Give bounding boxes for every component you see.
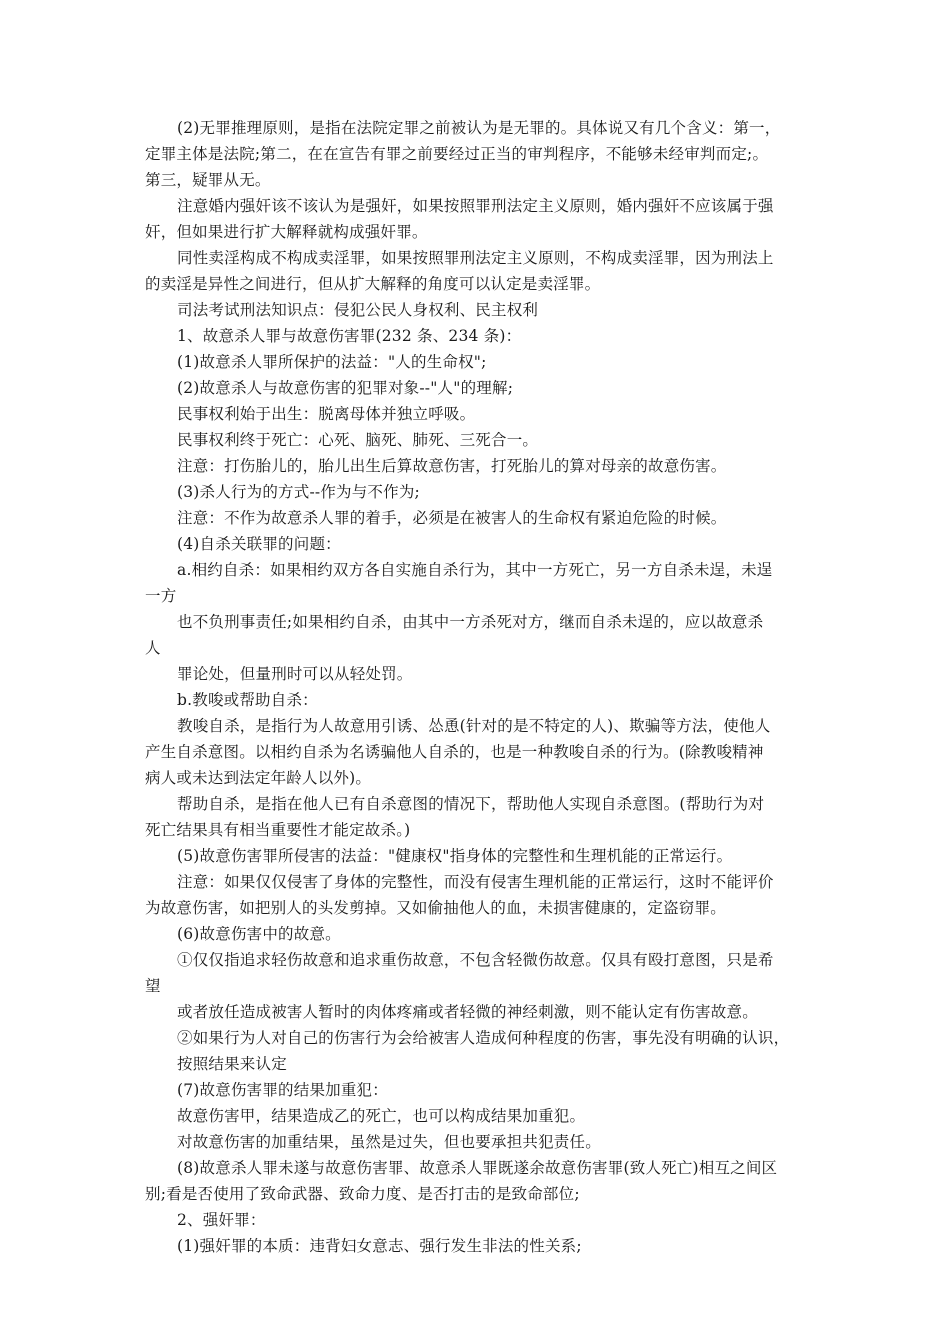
text-line: 司法考试刑法知识点：侵犯公民人身权利、民主权利 — [177, 301, 539, 319]
text-line: 死亡结果具有相当重要性才能定故杀。) — [145, 821, 411, 839]
text-line: 民事权利终于死亡：心死、脑死、肺死、三死合一。 — [177, 431, 539, 449]
text-line: 同性卖淫构成不构成卖淫罪，如果按照罪刑法定主义原则，不构成卖淫罪，因为刑法上 — [177, 249, 774, 267]
text-line: b.教唆或帮助自杀： — [177, 691, 318, 709]
text-line: 为故意伤害，如把别人的头发剪掉。又如偷抽他人的血，未损害健康的，定盗窃罪。 — [145, 899, 726, 917]
text-line: 也不负刑事责任;如果相约自杀，由其中一方杀死对方，继而自杀未逞的，应以故意杀 — [177, 613, 764, 631]
text-line: ①仅仅指追求轻伤故意和追求重伤故意，不包含轻微伤故意。仅具有殴打意图，只是希 — [177, 951, 774, 969]
text-line: 望 — [145, 977, 161, 995]
text-line: 病人或未达到法定年龄人以外)。 — [145, 769, 372, 787]
text-line: (8)故意杀人罪未遂与故意伤害罪、故意杀人罪既遂余故意伤害罪(致人死亡)相互之间区 — [177, 1159, 778, 1177]
text-line: (1)强奸罪的本质：违背妇女意志、强行发生非法的性关系; — [177, 1237, 582, 1255]
document-body — [145, 115, 825, 1259]
text-line: (5)故意伤害罪所侵害的法益："健康权"指身体的完整性和生理机能的正常运行。 — [177, 847, 733, 865]
text-line: 奸，但如果进行扩大解释就构成强奸罪。 — [145, 223, 428, 241]
text-line: (6)故意伤害中的故意。 — [177, 925, 341, 943]
text-line: 第三，疑罪从无。 — [145, 171, 271, 189]
text-line: 或者放任造成被害人暂时的肉体疼痛或者轻微的神经刺激，则不能认定有伤害故意。 — [177, 1003, 758, 1021]
text-line: 别;看是否使用了致命武器、致命力度、是否打击的是致命部位; — [145, 1185, 580, 1203]
text-line: 定罪主体是法院;第二，在在宣告有罪之前要经过正当的审判程序，不能够未经审判而定;。 — [145, 145, 769, 163]
text-line: (3)杀人行为的方式--作为与不作为; — [177, 483, 420, 501]
text-line: (1)故意杀人罪所保护的法益："人的生命权"; — [177, 353, 487, 371]
text-line: 帮助自杀，是指在他人已有自杀意图的情况下，帮助他人实现自杀意图。(帮助行为对 — [177, 795, 765, 813]
text-line: (2)故意杀人与故意伤害的犯罪对象--"人"的理解; — [177, 379, 514, 397]
text-line: 按照结果来认定 — [177, 1055, 287, 1073]
text-line: 故意伤害甲，结果造成乙的死亡，也可以构成结果加重犯。 — [177, 1107, 586, 1125]
text-line: 注意：打伤胎儿的，胎儿出生后算故意伤害，打死胎儿的算对母亲的故意伤害。 — [177, 457, 727, 475]
text-line: (4)自杀关联罪的问题： — [177, 535, 341, 553]
text-line: 1、故意杀人罪与故意伤害罪(232 条、234 条)： — [177, 327, 522, 345]
text-line: (2)无罪推理原则，是指在法院定罪之前被认为是无罪的。具体说又有几个含义：第一， — [177, 119, 781, 137]
text-line: 民事权利始于出生：脱离母体并独立呼吸。 — [177, 405, 476, 423]
text-line: 罪论处，但量刑时可以从轻处罚。 — [177, 665, 413, 683]
text-line: 人 — [145, 639, 161, 657]
text-line: 注意婚内强奸该不该认为是强奸，如果按照罪刑法定主义原则，婚内强奸不应该属于强 — [177, 197, 774, 215]
text-line: 2、强奸罪： — [177, 1211, 266, 1229]
text-line: (7)故意伤害罪的结果加重犯： — [177, 1081, 388, 1099]
text-line: 注意：如果仅仅侵害了身体的完整性，而没有侵害生理机能的正常运行，这时不能评价 — [177, 873, 774, 891]
text-line: 教唆自杀，是指行为人故意用引诱、怂恿(针对的是不特定的人)、欺骗等方法，使他人 — [177, 717, 771, 735]
text-line: a.相约自杀：如果相约双方各自实施自杀行为，其中一方死亡，另一方自杀未逞，未逞 — [177, 561, 773, 579]
text-line: 一方 — [145, 587, 177, 605]
text-line: 的卖淫是异性之间进行，但从扩大解释的角度可以认定是卖淫罪。 — [145, 275, 601, 293]
text-line: ②如果行为人对自己的伤害行为会给被害人造成何种程度的伤害，事先没有明确的认识， — [177, 1029, 790, 1047]
text-line: 注意：不作为故意杀人罪的着手，必须是在被害人的生命权有紧迫危险的时候。 — [177, 509, 727, 527]
text-line: 产生自杀意图。以相约自杀为名诱骗他人自杀的，也是一种教唆自杀的行为。(除教唆精神 — [145, 743, 764, 761]
text-line: 对故意伤害的加重结果，虽然是过失，但也要承担共犯责任。 — [177, 1133, 601, 1151]
